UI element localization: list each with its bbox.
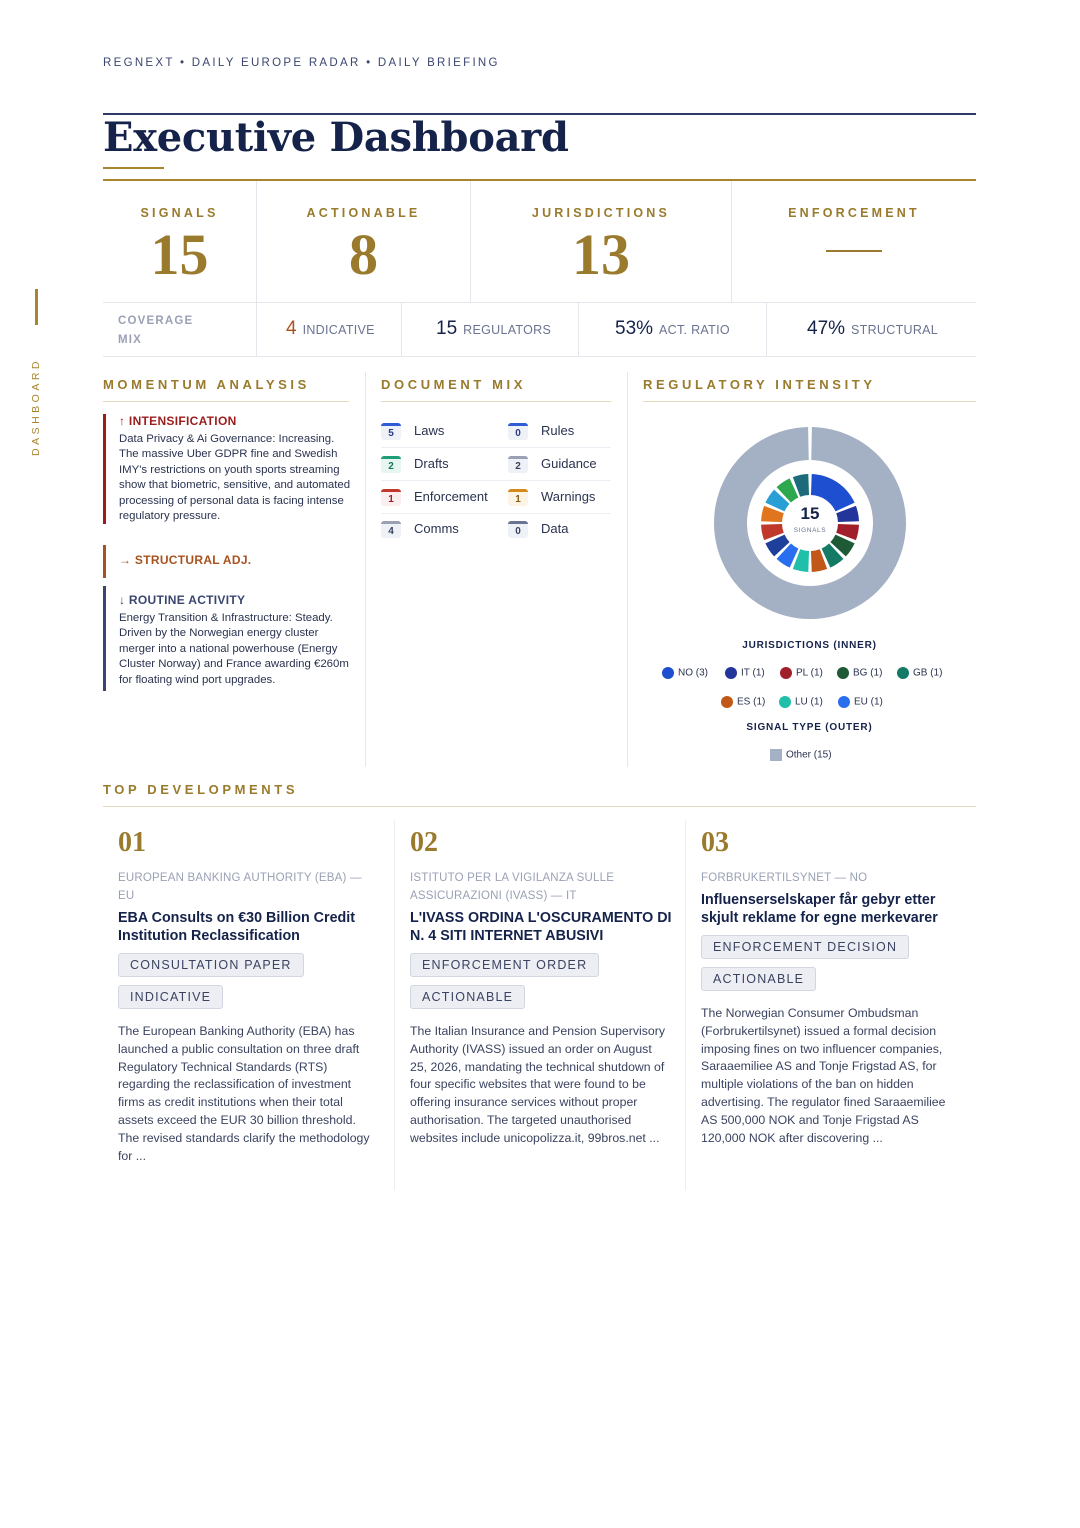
development-source: ISTITUTO PER LA VIGILANZA SULLE ASSICURAZIONI (IVASS) — IT [410,872,615,902]
legend-item-it [725,667,765,679]
intensity-heading: REGULATORY INTENSITY [643,377,876,392]
intensity-donut-chart [710,423,910,623]
development-card-3[interactable] [701,826,963,1147]
kpi-divider [470,181,471,302]
coverage-indicative [286,318,375,340]
doc-row-rule [381,513,611,514]
legend-swatch [770,749,782,761]
doc-count-badge: 5 [381,423,401,440]
momentum-title: → STRUCTURAL ADJ. [119,553,252,567]
development-number: 03 [701,827,729,858]
column-divider [627,372,628,767]
coverage-divider [401,303,402,356]
doc-count-badge: 2 [381,456,401,473]
coverage-regulators [436,318,551,340]
development-source: FORBRUKERTILSYNET — NO [701,872,868,884]
legend-swatch [779,696,791,708]
coverage-act-ratio [615,318,730,340]
legend-item-no [662,667,708,679]
page-title: Executive Dashboard [103,114,569,161]
legend-label: EU (1) [854,696,883,708]
doc-row-rule [381,480,611,481]
doc-row-rule [381,447,611,448]
doc-count-badge: 0 [508,521,528,538]
column-divider [365,372,366,767]
kpi-divider [256,181,257,302]
kpi-signals [103,181,256,302]
coverage-text: INDICATIVE [302,323,375,337]
doc-type-enforcement [381,483,491,516]
kpi-label: ENFORCEMENT [788,206,920,220]
legend-swatch [662,667,674,679]
development-title[interactable]: Influenserselskaper får gebyr etter skjult reklame for egne merkevarer [701,892,938,926]
title-accent-rule [103,167,164,169]
doc-count-badge: 2 [508,456,528,473]
coverage-row-rule [103,356,976,357]
doc-type-rules [508,417,611,450]
doc-type-label: Comms [414,521,459,536]
momentum-heading: MOMENTUM ANALYSIS [103,377,310,392]
kpi-enforcement [732,181,976,302]
coverage-text: REGULATORS [463,323,552,337]
development-card-2[interactable] [410,826,672,1148]
coverage-structural [807,318,938,340]
doc-count-badge: 1 [381,489,401,506]
development-tag: ACTIONABLE [410,985,525,1009]
top-developments-rule [103,806,976,807]
development-tag: ACTIONABLE [701,967,816,991]
legend-item-other [770,749,832,761]
inner-ring [761,474,859,572]
legend-swatch [721,696,733,708]
legend-label: Other (15) [786,749,832,761]
legend-item-gb [897,667,942,679]
doc-type-label: Warnings [541,489,596,504]
donut-slice-other [714,427,906,619]
legend-item-lu [779,696,823,708]
kpi-value: 15 [150,222,209,287]
legend-label: NO (3) [678,667,708,679]
development-summary: The Norwegian Consumer Ombudsman (Forbrukertilsynet) issued a formal decision imposing fines on two influencer companies, Saraaemiliee AS and Tonje Frigstad AS, for multiple violations of the ban on hidden advertising. The regulator fined Saraaemiliee AS 500,000 NOK and Tonje Frigstad AS 120,000 NOK after discovering ... [701,1006,946,1145]
kpi-empty-dash [826,250,882,252]
development-tag: INDICATIVE [118,985,223,1009]
legend-label: PL (1) [796,667,823,679]
coverage-label: COVERAGE MIX [118,315,194,346]
momentum-text: Data Privacy & Ai Governance: Increasing. The massive Uber GDPR fine and Swedish IMY's restrictions on youth sports streaming show that biometric, sensitive, and automated processing of personal data is facing intense regulatory pressure. [119,433,351,523]
legend-item-es [721,696,765,708]
top-developments-heading: TOP DEVELOPMENTS [103,782,299,797]
side-section-label: DASHBOARD [30,357,42,457]
doc-type-guidance [508,450,611,483]
coverage-value: 15 [436,318,458,339]
legend-swatch [725,667,737,679]
coverage-text: STRUCTURAL [851,323,939,337]
doc-type-label: Laws [414,423,445,438]
development-tag: CONSULTATION PAPER [118,953,304,977]
legend-item-eu [838,696,883,708]
outer-ring [714,427,906,619]
intensity-rule [643,401,976,402]
legend-swatch [897,667,909,679]
development-number: 02 [410,827,438,858]
doc-count-badge: 1 [508,489,528,506]
momentum-routine [103,586,351,691]
development-summary: The Italian Insurance and Pension Supervisory Authority (IVASS) issued an order on August 25, 2026, mandating the technical shutdown of four specific websites that were found to be offering insurance services without proper authorisation. The targeted unauthorised websites include unicopolizza.it, 99bros.net ... [410,1024,665,1145]
coverage-divider [256,303,257,356]
document-mix-heading: DOCUMENT MIX [381,377,527,392]
momentum-title: ↓ ROUTINE ACTIVITY [119,593,246,607]
development-tag: ENFORCEMENT DECISION [701,935,909,959]
doc-count-badge: 0 [508,423,528,440]
kpi-row-rule [103,302,976,303]
kpi-actionable [257,181,470,302]
doc-type-laws [381,417,491,450]
donut-center-value: 15 [800,504,820,523]
kpi-value: 13 [572,222,630,287]
coverage-divider [578,303,579,356]
legend-label: ES (1) [737,696,766,708]
development-title[interactable]: EBA Consults on €30 Billion Credit Institution Reclassification [118,910,355,944]
doc-type-label: Drafts [414,456,449,471]
legend-label: GB (1) [913,667,943,679]
development-summary: The European Banking Authority (EBA) has launched a public consultation on three draft Regulatory Technical Standards (RTS) regarding the reclassification of investment firms as credit institutions when their total assets exceed the EUR 30 billion threshold. The revised standards clarify the methodology for ... [118,1024,370,1163]
legend-label: LU (1) [795,696,823,708]
legend-swatch [838,696,850,708]
doc-type-warnings [508,483,611,516]
donut-center-label: SIGNALS [793,527,827,534]
document-mix-rule [381,401,611,402]
momentum-title: ↑ INTENSIFICATION [119,414,237,428]
coverage-divider [766,303,767,356]
coverage-value: 53% [615,318,654,339]
doc-type-label: Guidance [541,456,597,471]
legend-label: BG (1) [853,667,883,679]
momentum-intensification [103,414,351,524]
legend-outer-heading: SIGNAL TYPE (OUTER) [746,722,873,733]
momentum-text: Energy Transition & Infrastructure: Steady. Driven by the Norwegian energy cluster merger into a national powerhouse (Energy Cluster Norway) and France awarding €260m for floating wind port upgrades. [119,612,349,686]
doc-type-data [508,515,611,548]
doc-count-badge: 4 [381,521,401,538]
doc-type-comms [381,515,491,548]
development-title[interactable]: L'IVASS ORDINA L'OSCURAMENTO DI N. 4 SITI INTERNET ABUSIVI [410,910,672,944]
kpi-label: SIGNALS [140,206,219,220]
legend-swatch [837,667,849,679]
legend-item-bg [837,667,882,679]
momentum-rule [103,401,349,402]
kpi-label: JURISDICTIONS [531,206,671,220]
legend-item-pl [780,667,823,679]
development-divider [685,820,686,1190]
legend-swatch [780,667,792,679]
breadcrumb: REGNEXT • DAILY EUROPE RADAR • DAILY BRIEFING [103,57,500,69]
doc-type-label: Enforcement [414,489,488,504]
legend-label: IT (1) [741,667,765,679]
coverage-text: ACT. RATIO [659,323,730,337]
development-card-1[interactable] [118,826,380,1165]
doc-type-label: Data [541,521,569,536]
doc-type-label: Rules [541,423,575,438]
legend-inner-heading: JURISDICTIONS (INNER) [742,640,877,651]
momentum-structural [103,545,251,578]
development-number: 01 [118,827,146,858]
coverage-value: 47% [807,318,846,339]
coverage-value: 4 [286,318,297,339]
kpi-jurisdictions [471,181,731,302]
development-tag: ENFORCEMENT ORDER [410,953,599,977]
kpi-divider [731,181,732,302]
kpi-value: 8 [349,222,378,287]
development-source: EUROPEAN BANKING AUTHORITY (EBA) — EU [118,872,362,902]
development-divider [394,820,395,1190]
side-accent-bar [35,289,38,325]
kpi-label: ACTIONABLE [306,206,421,220]
doc-type-drafts [381,450,491,483]
